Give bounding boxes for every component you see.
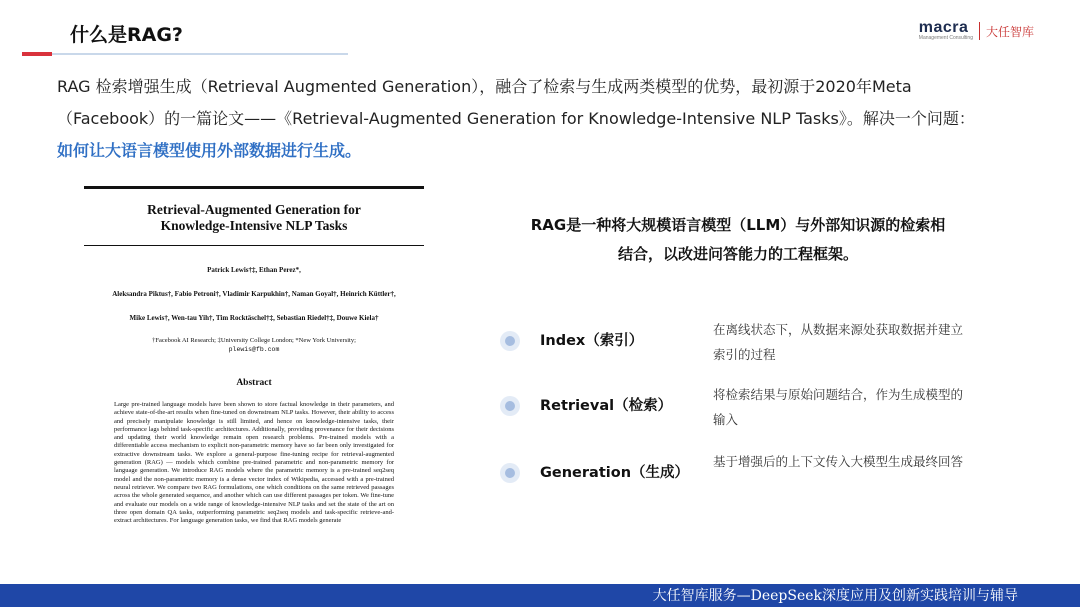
rag-definition: [512, 211, 964, 269]
paper-title-line-2: Knowledge-Intensive NLP Tasks: [160, 218, 348, 233]
rag-definition-line-2: 结合，以改进问答能力的工程框架。: [617, 245, 858, 263]
title-underline: [52, 53, 348, 55]
intro-line-1: RAG 检索增强生成（Retrieval Augmented Generation），融合了检索与生成两类模型的优势，最初源于2020年Meta: [57, 77, 912, 96]
slide-title: 什么是RAG?: [70, 24, 183, 46]
logo-separator: [979, 22, 980, 40]
concept-name: Index（索引）: [540, 333, 644, 349]
concept-name: Generation（生成）: [540, 465, 690, 481]
paper-affiliation-line: †Facebook AI Research; ‡University College London; *New York University;: [152, 337, 356, 344]
paper-authors: [84, 266, 424, 338]
paper-authors-line-3: Mike Lewis†, Wen-tau Yih†, Tim Rocktäschel†‡, Sebastian Riedel†‡, Douwe Kiela†: [129, 314, 379, 322]
title-accent-bar: [22, 52, 52, 56]
bullet-dot-icon: [500, 463, 520, 483]
logo-wordmark: macra: [918, 19, 969, 36]
paper-excerpt-image: [84, 186, 424, 566]
intro-paragraph: [57, 71, 1042, 167]
company-logo: [919, 20, 1034, 42]
logo-mark: [919, 20, 973, 42]
paper-bottom-rule: [84, 245, 424, 246]
paper-title-line-1: Retrieval-Augmented Generation for: [147, 202, 361, 217]
concept-item-retrieval: [500, 382, 980, 438]
paper-affiliation: [84, 336, 424, 354]
logo-subtitle: Management Consulting: [918, 35, 973, 41]
paper-title: [84, 202, 424, 234]
concept-description: 基于增强后的上下文传入大模型生成最终回答: [713, 454, 964, 469]
paper-abstract-text: Large pre-trained language models have been shown to store factual knowledge in their parameters, and achieve state-of-the-art results when fine-tuned on downstream NLP tasks. However, their ability to access and precisely manipulate knowledge is still limited, and hence on knowledge-intensive tasks, their performance lags behind task-specific architectures. Additionally, providing provenance for their decisions and updating their world knowledge remain open research problems. Pre-trained models with a differentiable access mechanism to explicit non-parametric memory have so far been only investigated for extractive downstream tasks. We explore a general-purpose fine-tuning recipe for retrieval-augmented generation (RAG) — models which combine pre-trained parametric and non-parametric memory for language generation. We introduce RAG models where the parametric memory is a pre-trained seq2seq model and the non-parametric memory is a dense vector index of Wikipedia, accessed with a pre-trained neural retriever. We compare two RAG formulations, one which conditions on the same retrieved passages across the whole generated sequence, and another which can use different passages per token. We fine-tune and evaluate our models on a wide range of knowledge-intensive NLP tasks and set the state of the art on three open domain QA tasks, outperforming parametric seq2seq models and task-specific retrieve-and-extract architectures. For language generation tasks, we find that RAG models generate: [114, 401, 394, 525]
concept-description: 在离线状态下，从数据来源处获取数据并建立索引的过程: [713, 322, 964, 362]
paper-top-rule: [84, 186, 424, 189]
intro-highlight: 如何让大语言模型使用外部数据进行生成。: [57, 141, 362, 160]
paper-abstract-heading: Abstract: [236, 378, 272, 388]
logo-brand-name: 大任智库: [985, 24, 1034, 39]
bullet-dot-icon: [500, 331, 520, 351]
concept-item-generation: [500, 449, 980, 505]
paper-email: plewis@fb.com: [228, 346, 280, 353]
footer-bar: [0, 584, 1080, 607]
concept-description: 将检索结果与原始问题结合，作为生成模型的输入: [713, 387, 964, 427]
bullet-dot-icon: [500, 396, 520, 416]
footer-text: 大任智库服务—DeepSeek深度应用及创新实践培训与辅导: [652, 588, 1018, 604]
intro-line-2: （Facebook）的一篇论文——《Retrieval-Augmented Generation for Knowledge-Intensive NLP Tasks》。解决一个问题：: [57, 109, 975, 128]
paper-authors-line-1: Patrick Lewis†‡, Ethan Perez*,: [207, 266, 301, 274]
concept-item-index: [500, 317, 980, 373]
rag-definition-line-1: RAG是一种将大规模语言模型（LLM）与外部知识源的检索相: [530, 216, 946, 234]
paper-authors-line-2: Aleksandra Piktus†, Fabio Petroni†, Vladimir Karpukhin†, Naman Goyal†, Heinrich Küttler†,: [112, 290, 396, 298]
concept-name: Retrieval（检索）: [540, 398, 673, 414]
